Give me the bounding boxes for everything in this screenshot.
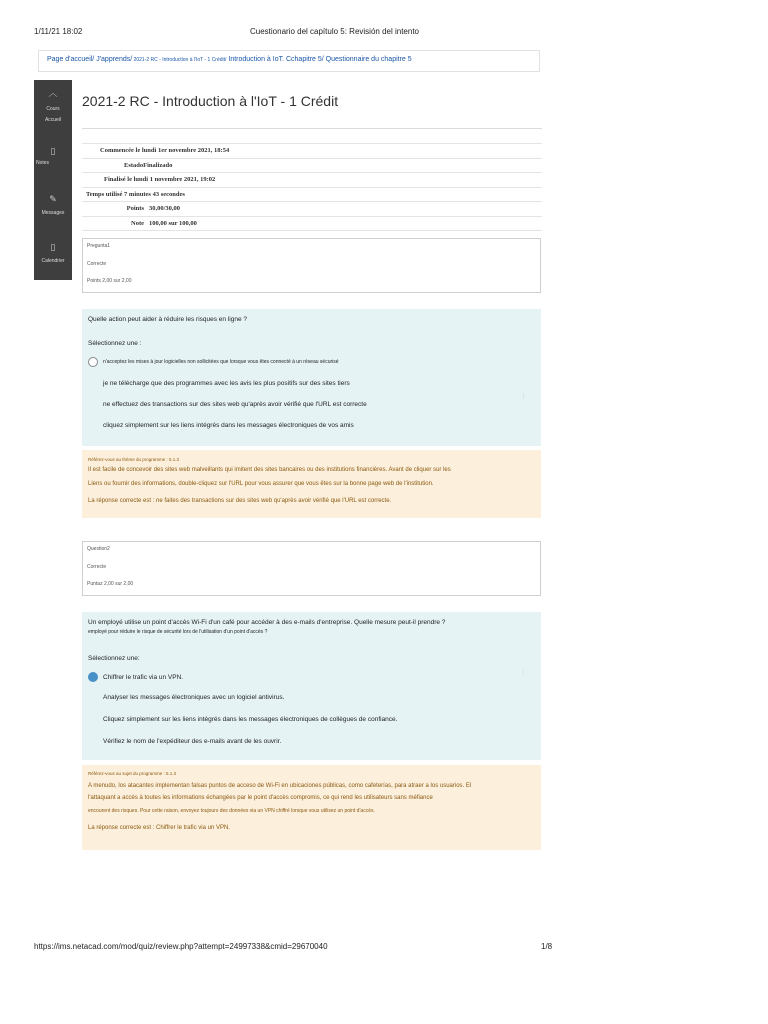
feedback-reference: Référez-vous au sujet du programme : 5.1.3 — [88, 771, 177, 776]
summary-grade-label: Note — [82, 216, 146, 231]
question-points: Puntaz 2,00 sur 2,00 — [87, 581, 134, 587]
question-points: Points 2,00 sur 2,00 — [87, 278, 132, 284]
answer-prompt: Sélectionnez une : — [88, 340, 142, 347]
title-divider — [82, 128, 542, 129]
notes-icon: ▯ — [50, 146, 56, 156]
sidebar-item-course-home[interactable] — [34, 88, 72, 123]
calendar-icon: ▯ — [50, 242, 56, 252]
sidebar-item-label: Messages — [41, 210, 65, 216]
pencil-icon: ✎ — [49, 194, 57, 204]
question-feedback — [82, 765, 541, 850]
summary-points-value: 30,00/30,00 — [146, 202, 542, 217]
feedback-text: l'attaquant a accès à toutes les informations échangées par le point d'accès compromis, ce qui rend les utilisateurs sans méfiance — [88, 795, 433, 801]
breadcrumb-home-link[interactable]: Page d'accueil/ J'apprends/ — [47, 56, 133, 63]
flag-question-icon[interactable]: ⁝ — [522, 392, 525, 401]
question-content — [82, 309, 541, 446]
question-content — [82, 612, 541, 760]
sidebar-item-label: Calendrier — [41, 258, 65, 264]
sidebar-item-label: Notes — [36, 160, 50, 166]
summary-grade-value: 100,00 sur 100,00 — [146, 216, 542, 231]
table-row — [82, 202, 542, 217]
page-title: 2021-2 RC - Introduction à l'IoT - 1 Crédit — [82, 93, 339, 109]
question-status: Correcte — [87, 261, 107, 267]
answer-option[interactable]: cliquez simplement sur les liens intégrés dans les messages électroniques de vos amis — [103, 422, 354, 429]
summary-state: EstadoFinalizado — [82, 158, 542, 173]
breadcrumb-course-link[interactable]: 2021-2 RC - Introduction à l'IoT - 1 Crédit/ — [132, 57, 227, 63]
summary-points-label: Points — [82, 202, 146, 217]
question-text: Quelle action peut aider à réduire les risques en ligne ? — [88, 316, 247, 323]
correct-answer-text: La réponse correcte est : ne faites des transactions sur des sites web qu'après avoir vérifié que l'URL est correcte. — [88, 498, 392, 504]
sidebar-item-calendar[interactable] — [34, 242, 72, 264]
sidebar-item-notes[interactable] — [34, 146, 72, 166]
table-row — [82, 216, 542, 231]
chevron-up-icon: ︿ — [48, 88, 58, 98]
print-title: Cuestionario del capítulo 5: Revisión del intento — [250, 27, 419, 36]
summary-started: Commencée le lundi 1er novembre 2021, 18:54 — [82, 144, 542, 159]
question-number: Pregunta1 — [87, 243, 111, 249]
answer-option[interactable]: n'acceptez les mises à jour logicielles non sollicitées que lorsque vous êtes connecté à un réseau sécurisé — [103, 359, 339, 365]
sidebar-item-messages[interactable] — [34, 194, 72, 216]
answer-prompt: Sélectionnez une: — [88, 655, 140, 662]
answer-option[interactable]: je ne télécharge que des programmes avec les avis les plus positifs sur des sites tiers — [103, 380, 350, 387]
question-status: Correcte — [87, 564, 107, 570]
answer-option[interactable]: Analyser les messages électroniques avec un logiciel antivirus. — [103, 694, 285, 701]
answer-radio-selected[interactable] — [88, 672, 98, 682]
feedback-reference: Référez-vous au thème du programme : 5.1.3 — [88, 457, 180, 462]
feedback-text: encourent des risques. Pour cette raison, envoyez toujours des données via un VPN chiffré lorsque vous utilisez un point d'accès. — [88, 808, 375, 814]
question-text: Un employé utilise un point d'accès Wi-Fi d'un café pour accéder à des e-mails d'entreprise. Quelle mesure peut-il prendre ? — [88, 619, 446, 626]
flag-question-icon[interactable]: ⁝ — [522, 668, 525, 677]
table-row — [82, 173, 542, 188]
question-info-panel — [82, 238, 541, 293]
answer-radio[interactable] — [88, 357, 98, 367]
attempt-summary-table — [82, 143, 542, 231]
question-text-continued: employé pour réduire le risque de sécurité lors de l'utilisation d'un point d'accès ? — [88, 629, 268, 635]
answer-option[interactable]: ne effectuez des transactions sur des sites web qu'après avoir vérifié que l'URL est correcte — [103, 401, 367, 408]
sidebar-item-label: Cours — [46, 106, 60, 112]
question-number: Question2 — [87, 546, 110, 552]
question-info-panel — [82, 541, 541, 596]
print-date: 1/11/21 18:02 — [34, 27, 83, 36]
summary-time-taken: Temps utilisé 7 minutes 43 secondes — [82, 187, 542, 202]
summary-finished: Finalisé le lundi 1 novembre 2021, 19:02 — [82, 173, 542, 188]
print-url: https://ims.netacad.com/mod/quiz/review.php?attempt=24997338&cmid=29670040 — [34, 942, 328, 951]
feedback-text: Il est facile de concevoir des sites web malveillants qui imitent des sites bancaires ou des institutions financières. Avant de cliquer sur les — [88, 467, 451, 473]
feedback-text: A menudo, los atacantes implementan falsas puntos de acceso de Wi-Fi en ubicaciones públicas, como cafeterías, para atraer a los usuarios. El — [88, 783, 472, 789]
question-feedback — [82, 450, 541, 518]
correct-answer-text: La réponse correcte est : Chiffrer le trafic via un VPN. — [88, 825, 230, 831]
answer-option[interactable]: Cliquez simplement sur les liens intégrés dans les messages électroniques de collègues de confiance. — [103, 716, 398, 723]
sidebar-item-label: Accueil — [44, 117, 62, 123]
sidebar-nav — [34, 80, 72, 280]
answer-option-selected[interactable]: Chiffrer le trafic via un VPN. — [103, 674, 184, 681]
breadcrumb — [38, 50, 540, 72]
feedback-text: Liens ou fournir des informations, double-cliquez sur l'URL pour vous assurer que vous êtes sur la bonne page web de l'institution. — [88, 481, 434, 487]
table-row — [82, 144, 542, 159]
breadcrumb-quiz-link[interactable]: Introduction à IoT. Cchapitre 5/ Questionnaire du chapitre 5 — [226, 56, 412, 63]
answer-option[interactable]: Vérifiez le nom de l'expéditeur des e-mails avant de les ouvrir. — [103, 738, 282, 745]
table-row — [82, 158, 542, 173]
print-page-number: 1/8 — [541, 942, 553, 951]
table-row — [82, 187, 542, 202]
